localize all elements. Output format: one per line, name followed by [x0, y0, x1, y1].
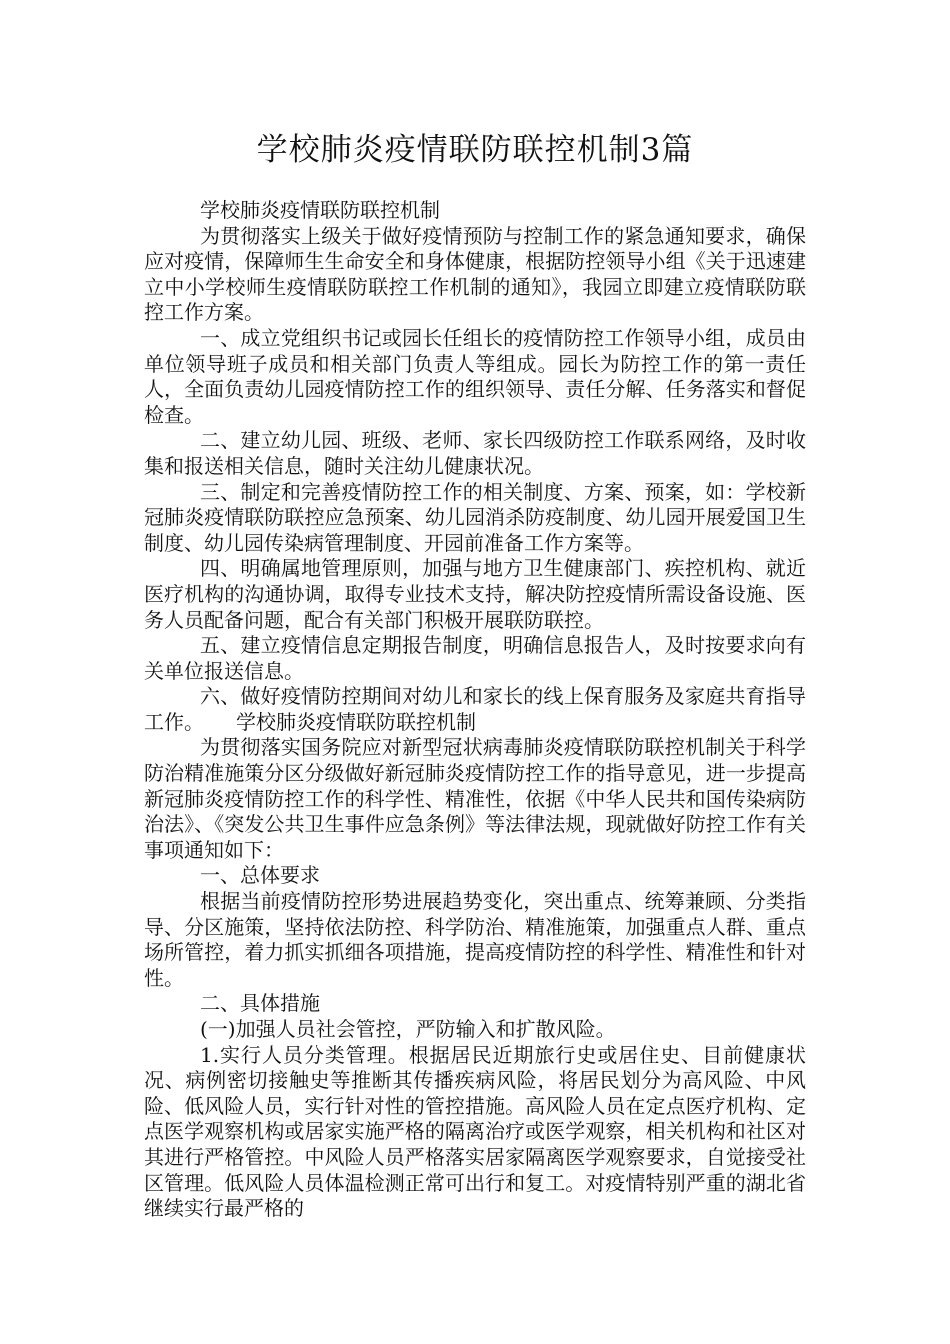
subheading: 一、总体要求 [200, 863, 320, 888]
paragraph: 四、明确属地管理原则，加强与地方卫生健康部门、疾控机构、就近医疗机构的沟通协调，取得专业技术支持，解决防控疫情所需设备设施、医务人员配备问题，配合有关部门积极开展联防联控。 [144, 556, 806, 632]
inline-section-heading: 学校肺炎疫情联防联控机制 [236, 709, 476, 734]
paragraph-text: 六、做好疫情防控期间对幼儿和家长的线上保育服务及家庭共育指导工作。 [144, 684, 806, 734]
section-heading: 学校肺炎疫情联防联控机制 [200, 198, 440, 222]
paragraph: 三、制定和完善疫情防控工作的相关制度、方案、预案，如：学校新冠肺炎疫情联防联控应急预案、幼儿园消杀防疫制度、幼儿园开展爱国卫生制度、幼儿园传染病管理制度、开园前准备工作方案等。 [144, 479, 806, 555]
paragraph: 一、成立党组织书记或园长任组长的疫情防控工作领导小组，成员由单位领导班子成员和相关部门负责人等组成。园长为防控工作的第一责任人，全面负责幼儿园疫情防控工作的组织领导、责任分解、任务落实和督促检查。 [144, 325, 806, 427]
paragraph: 为贯彻落实上级关于做好疫情预防与控制工作的紧急通知要求，确保应对疫情，保障师生生命安全和身体健康，根据防控领导小组《关于迅速建立中小学校师生疫情联防联控工作机制的通知》，我园立即建立疫情联防联控工作方案。 [144, 223, 806, 325]
paragraph: 根据当前疫情防控形势进展趋势变化，突出重点、统筹兼顾、分类指导、分区施策，坚持依法防控、科学防治、精准施策，加强重点人群、重点场所管控，着力抓实抓细各项措施，提高疫情防控的科学性、精准性和针对性。 [144, 889, 806, 990]
document-body [144, 198, 806, 1222]
paragraph: 1.实行人员分类管理。根据居民近期旅行史或居住史、目前健康状况、病例密切接触史等推断其传播疾病风险，将居民划分为高风险、中风险、低风险人员，实行针对性的管控措施。高风险人员在定点医疗机构、定点医学观察机构或居家实施严格的隔离治疗或医学观察，相关机构和社区对其进行严格管控。中风险人员严格落实居家隔离医学观察要求，自觉接受社区管理。低风险人员体温检测正常可出行和复工。对疫情特别严重的湖北省继续实行最严格的 [144, 1042, 806, 1221]
document-title: 学校肺炎疫情联防联控机制3篇 [256, 132, 694, 168]
paragraph-with-inline-heading [144, 684, 806, 735]
paragraph: 为贯彻落实国务院应对新型冠状病毒肺炎疫情联防联控机制关于科学防治精准施策分区分级做好新冠肺炎疫情防控工作的指导意见，进一步提高新冠肺炎疫情防控工作的科学性、精准性，依据《中华人民共和国传染病防治法》、《突发公共卫生事件应急条例》等法律法规，现就做好防控工作有关事项通知如下： [144, 735, 806, 862]
subheading: 二、具体措施 [200, 991, 320, 1016]
paragraph: 二、建立幼儿园、班级、老师、家长四级防控工作联系网络，及时收集和报送相关信息，随时关注幼儿健康状况。 [144, 428, 806, 478]
paragraph: (一)加强人员社会管控，严防输入和扩散风险。 [200, 1017, 616, 1041]
paragraph: 五、建立疫情信息定期报告制度，明确信息报告人，及时按要求向有关单位报送信息。 [144, 633, 806, 683]
